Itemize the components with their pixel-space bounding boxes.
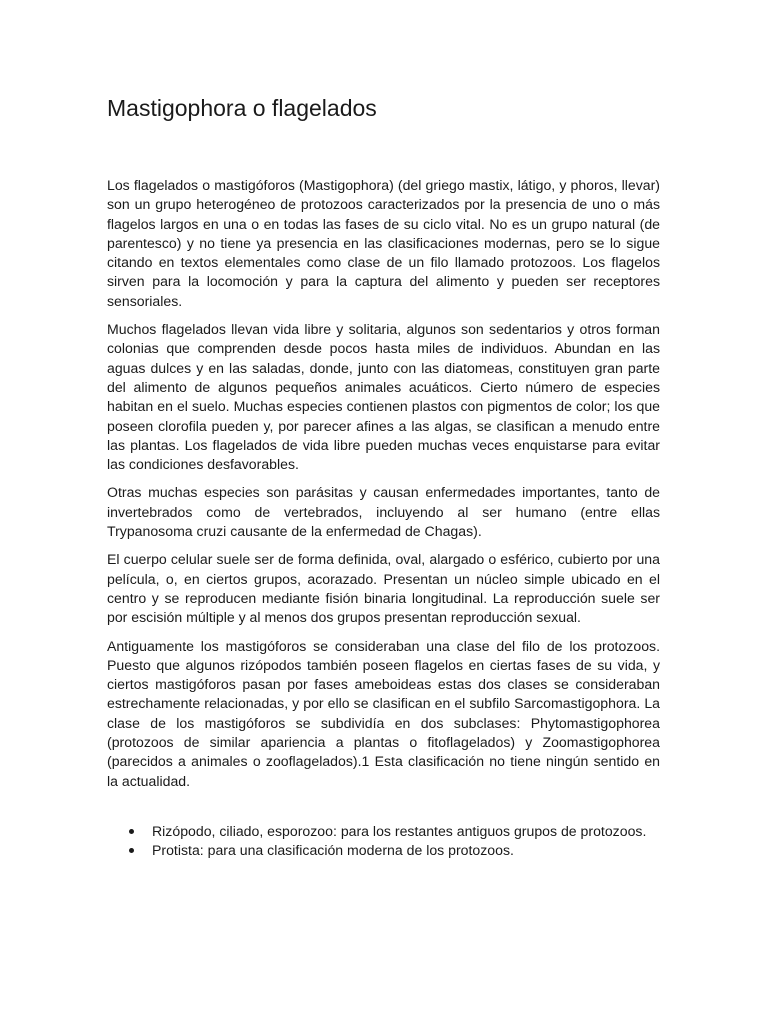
bullet-text: Rizópodo, ciliado, esporozoo: para los restantes antiguos grupos de protozoos.: [152, 822, 647, 839]
document-page: [107, 92, 660, 861]
bullet-text: Protista: para una clasificación moderna de los protozoos.: [152, 842, 514, 859]
document-title: Mastigophora o flagelados: [107, 95, 377, 121]
paragraph: Antiguamente los mastigóforos se consideraban una clase del filo de los protozoos. Puesto que algunos rizópodos también poseen flagelos en ciertas fases de su vida, y ciertos mastigóforos pasan por fases ameboideas estas dos clases se consideraban estrechamente relacionadas, y por ello se clasifican en el subfilo Sarcomastigophora. La clase de los mastigóforos se subdividía en dos subclases: Phytomastigophorea (protozoos de similar apariencia a plantas o fitoflagelados) y Zoomastigophorea (parecidos a animales o zooflagelados).1 Esta clasificación no tiene ningún sentido en la actualidad.: [107, 637, 660, 789]
bullet-item: [107, 841, 660, 860]
bullet-list: [107, 822, 660, 861]
bullet-item: [107, 822, 660, 841]
document-body: [107, 176, 660, 861]
paragraph: El cuerpo celular suele ser de forma definida, oval, alargado o esférico, cubierto por una película, o, en ciertos grupos, acorazado. Presentan un núcleo simple ubicado en el centro y se reproducen mediante fisión binaria longitudinal. La reproducción suele ser por escisión múltiple y al menos dos grupos presentan reproducción sexual.: [107, 551, 660, 626]
bullet-icon: [129, 848, 134, 853]
bullet-icon: [129, 829, 134, 834]
paragraph: Muchos flagelados llevan vida libre y solitaria, algunos son sedentarios y otros forman colonias que comprenden desde pocos hasta miles de individuos. Abundan en las aguas dulces y en las saladas, donde, junto con las diatomeas, constituyen gran parte del alimento de algunos pequeños animales acuáticos. Cierto número de especies habitan en el suelo. Muchas especies contienen plastos con pigmentos de color; los que poseen clorofila pueden y, por parecer afines a las algas, se clasifican a menudo entre las plantas. Los flagelados de vida libre pueden muchas veces enquistarse para evitar las condiciones desfavorables.: [107, 321, 660, 473]
paragraph: Los flagelados o mastigóforos (Mastigophora) (del griego mastix, látigo, y phoros, llevar) son un grupo heterogéneo de protozoos caracterizados por la presencia de uno o más flagelos largos en una o en todas las fases de su ciclo vital. No es un grupo natural (de parentesco) y no tiene ya presencia en las clasificaciones modernas, pero se lo sigue citando en textos elementales como clase de un filo llamado protozoos. Los flagelos sirven para la locomoción y para la captura del alimento y pueden ser receptores sensoriales.: [107, 177, 660, 309]
paragraph: Otras muchas especies son parásitas y causan enfermedades importantes, tanto de invertebrados como de vertebrados, incluyendo al ser humano (entre ellas Trypanosoma cruzi causante de la enfermedad de Chagas).: [107, 484, 660, 540]
